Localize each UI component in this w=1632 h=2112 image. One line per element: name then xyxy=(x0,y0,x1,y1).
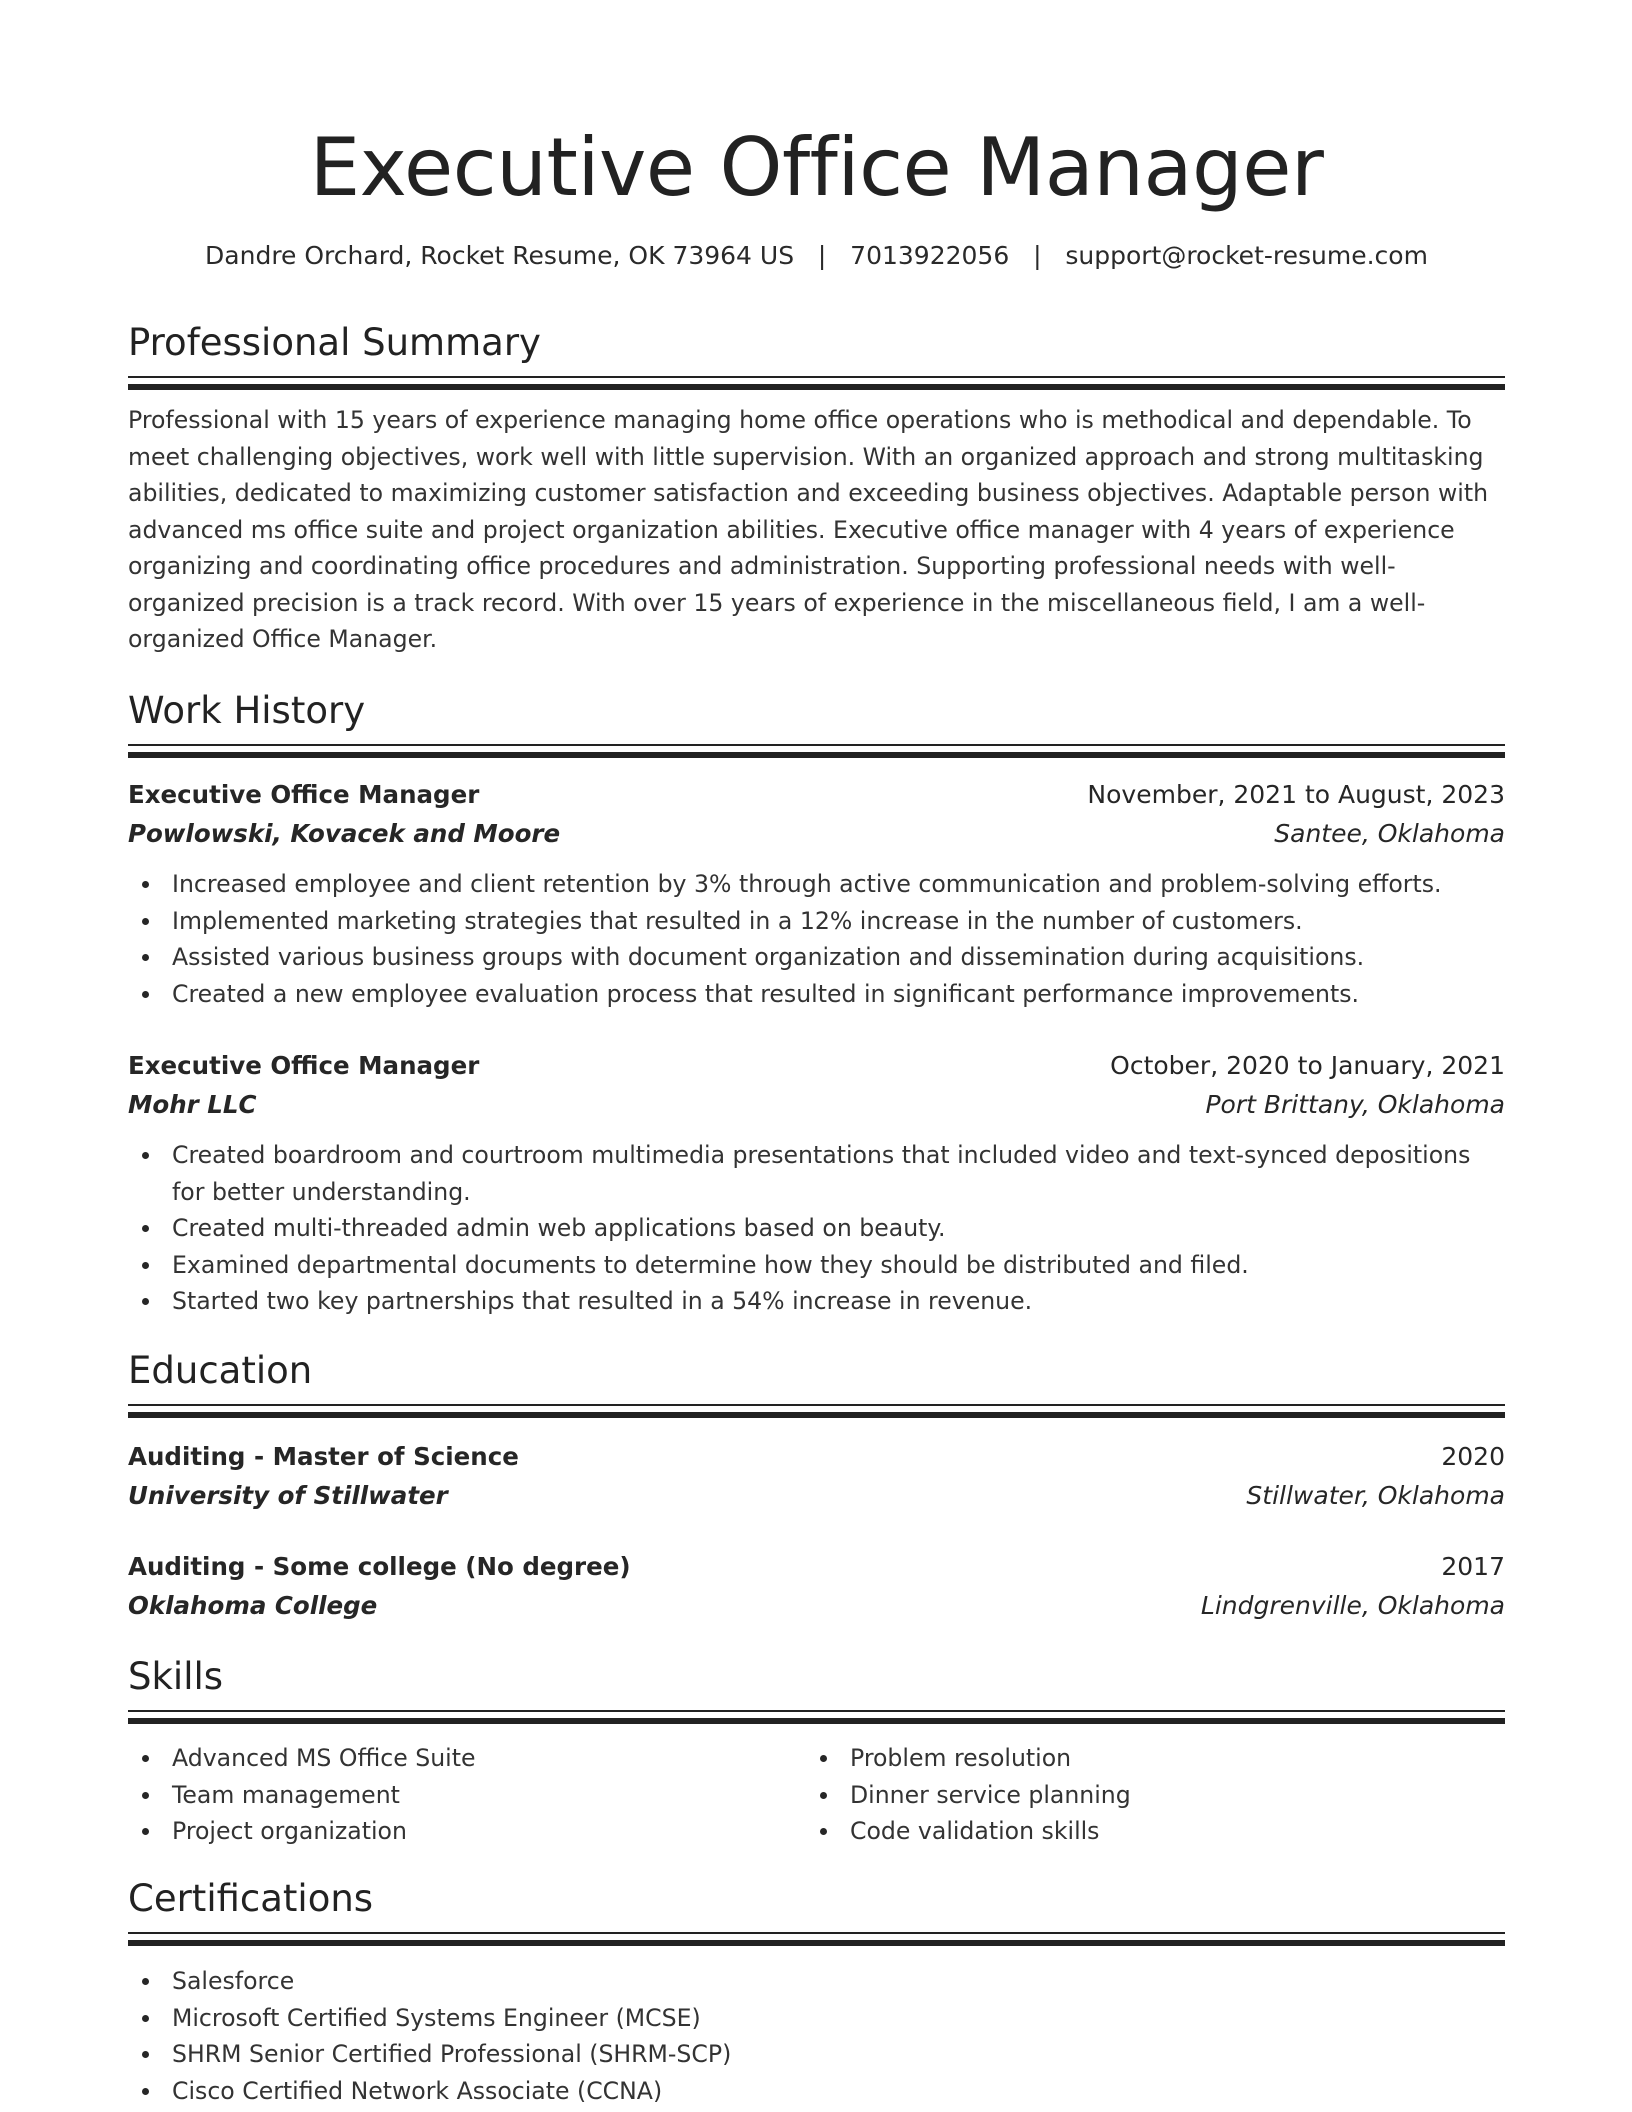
list-item: Salesforce xyxy=(128,1963,1505,2000)
job-dates: November, 2021 to August, 2023 xyxy=(1087,780,1505,809)
list-item: Dinner service planning xyxy=(806,1777,1486,1814)
education-school-row xyxy=(128,1586,1505,1625)
list-item: Implemented marketing strategies that resulted in a 12% increase in the number of customers. xyxy=(128,903,1505,940)
job-company-row xyxy=(128,1085,1505,1124)
summary-section xyxy=(128,318,1505,658)
list-item: Team management xyxy=(128,1777,808,1814)
job-company-row xyxy=(128,814,1505,853)
school-location: Lindgrenville, Oklahoma xyxy=(1200,1591,1505,1620)
skills-list xyxy=(128,1740,1505,1860)
school-location: Stillwater, Oklahoma xyxy=(1246,1481,1505,1510)
section-title: Professional Summary xyxy=(128,321,541,364)
job-bullets xyxy=(128,866,1505,1012)
certifications-bullets xyxy=(128,1963,1505,2109)
job-bullets xyxy=(128,1137,1505,1320)
list-item: Microsoft Certified Systems Engineer (MCSE) xyxy=(128,2000,1505,2037)
graduation-year: 2020 xyxy=(1441,1442,1505,1471)
skills-section xyxy=(128,1652,1505,1726)
section-title: Skills xyxy=(128,1655,224,1698)
summary-text: Professional with 15 years of experience managing home office operations who is methodical and dependable. To meet challenging objectives, work well with little supervision. With an organized approach and strong multitasking abilities, dedicated to maximizing customer satisfaction and exceeding business objectives. Adaptable person with advanced ms office suite and project organization abilities. Executive office manager with 4 years of experience organizing and coordinating office procedures and administration. Supporting professional needs with well-organized precision is a track record. With over 15 years of experience in the miscellaneous field, I am a well-organized Office Manager. xyxy=(128,406,1489,653)
list-item: Project organization xyxy=(128,1813,808,1850)
section-divider xyxy=(128,1404,1505,1420)
list-item: Examined departmental documents to determine how they should be distributed and filed. xyxy=(128,1247,1505,1284)
company-name: Powlowski, Kovacek and Moore xyxy=(128,819,561,848)
list-item: Created boardroom and courtroom multimedia presentations that included video and text-synced depositions for better understanding. xyxy=(128,1137,1505,1210)
section-divider xyxy=(128,1710,1505,1726)
section-title: Education xyxy=(128,1349,313,1392)
job-location: Port Brittany, Oklahoma xyxy=(1205,1090,1505,1119)
list-item: SHRM Senior Certified Professional (SHRM-SCP) xyxy=(128,2036,1505,2073)
contact-line: Dandre Orchard, Rocket Resume, OK 73964 US | 7013922056 | support@rocket-resume.com xyxy=(205,241,1428,270)
skills-column-right xyxy=(806,1740,1486,1850)
job-entry xyxy=(128,1046,1505,1320)
section-title: Work History xyxy=(128,689,366,732)
section-divider xyxy=(128,376,1505,392)
list-item: Problem resolution xyxy=(806,1740,1486,1777)
work-history-section xyxy=(128,686,1505,760)
degree-name: Auditing - Master of Science xyxy=(128,1442,519,1471)
school-name: University of Stillwater xyxy=(128,1481,448,1510)
education-header xyxy=(128,1547,1505,1586)
list-item: Advanced MS Office Suite xyxy=(128,1740,808,1777)
list-item: Started two key partnerships that resulted in a 54% increase in revenue. xyxy=(128,1283,1505,1320)
school-name: Oklahoma College xyxy=(128,1591,378,1620)
skills-column-left xyxy=(128,1740,808,1850)
job-location: Santee, Oklahoma xyxy=(1274,819,1505,848)
resume-title: Executive Office Manager xyxy=(309,121,1324,214)
list-item: Created a new employee evaluation process that resulted in significant performance improvements. xyxy=(128,976,1505,1013)
list-item: Assisted various business groups with document organization and dissemination during acquisitions. xyxy=(128,939,1505,976)
job-title: Executive Office Manager xyxy=(128,780,480,809)
certifications-list xyxy=(128,1963,1505,2109)
job-header xyxy=(128,775,1505,814)
job-dates: October, 2020 to January, 2021 xyxy=(1110,1051,1505,1080)
job-header xyxy=(128,1046,1505,1085)
education-header xyxy=(128,1437,1505,1476)
job-entry xyxy=(128,775,1505,1012)
education-school-row xyxy=(128,1476,1505,1515)
list-item: Created multi-threaded admin web applications based on beauty. xyxy=(128,1210,1505,1247)
education-entry xyxy=(128,1547,1505,1625)
education-entry xyxy=(128,1437,1505,1515)
graduation-year: 2017 xyxy=(1441,1552,1505,1581)
certifications-section xyxy=(128,1874,1505,1948)
degree-name: Auditing - Some college (No degree) xyxy=(128,1552,631,1581)
section-divider xyxy=(128,1932,1505,1948)
company-name: Mohr LLC xyxy=(128,1090,257,1119)
section-title: Certifications xyxy=(128,1877,374,1920)
section-divider xyxy=(128,744,1505,760)
list-item: Cisco Certified Network Associate (CCNA) xyxy=(128,2073,1505,2110)
education-section xyxy=(128,1346,1505,1420)
list-item: Code validation skills xyxy=(806,1813,1486,1850)
job-title: Executive Office Manager xyxy=(128,1051,480,1080)
list-item: Increased employee and client retention by 3% through active communication and problem-solving efforts. xyxy=(128,866,1505,903)
